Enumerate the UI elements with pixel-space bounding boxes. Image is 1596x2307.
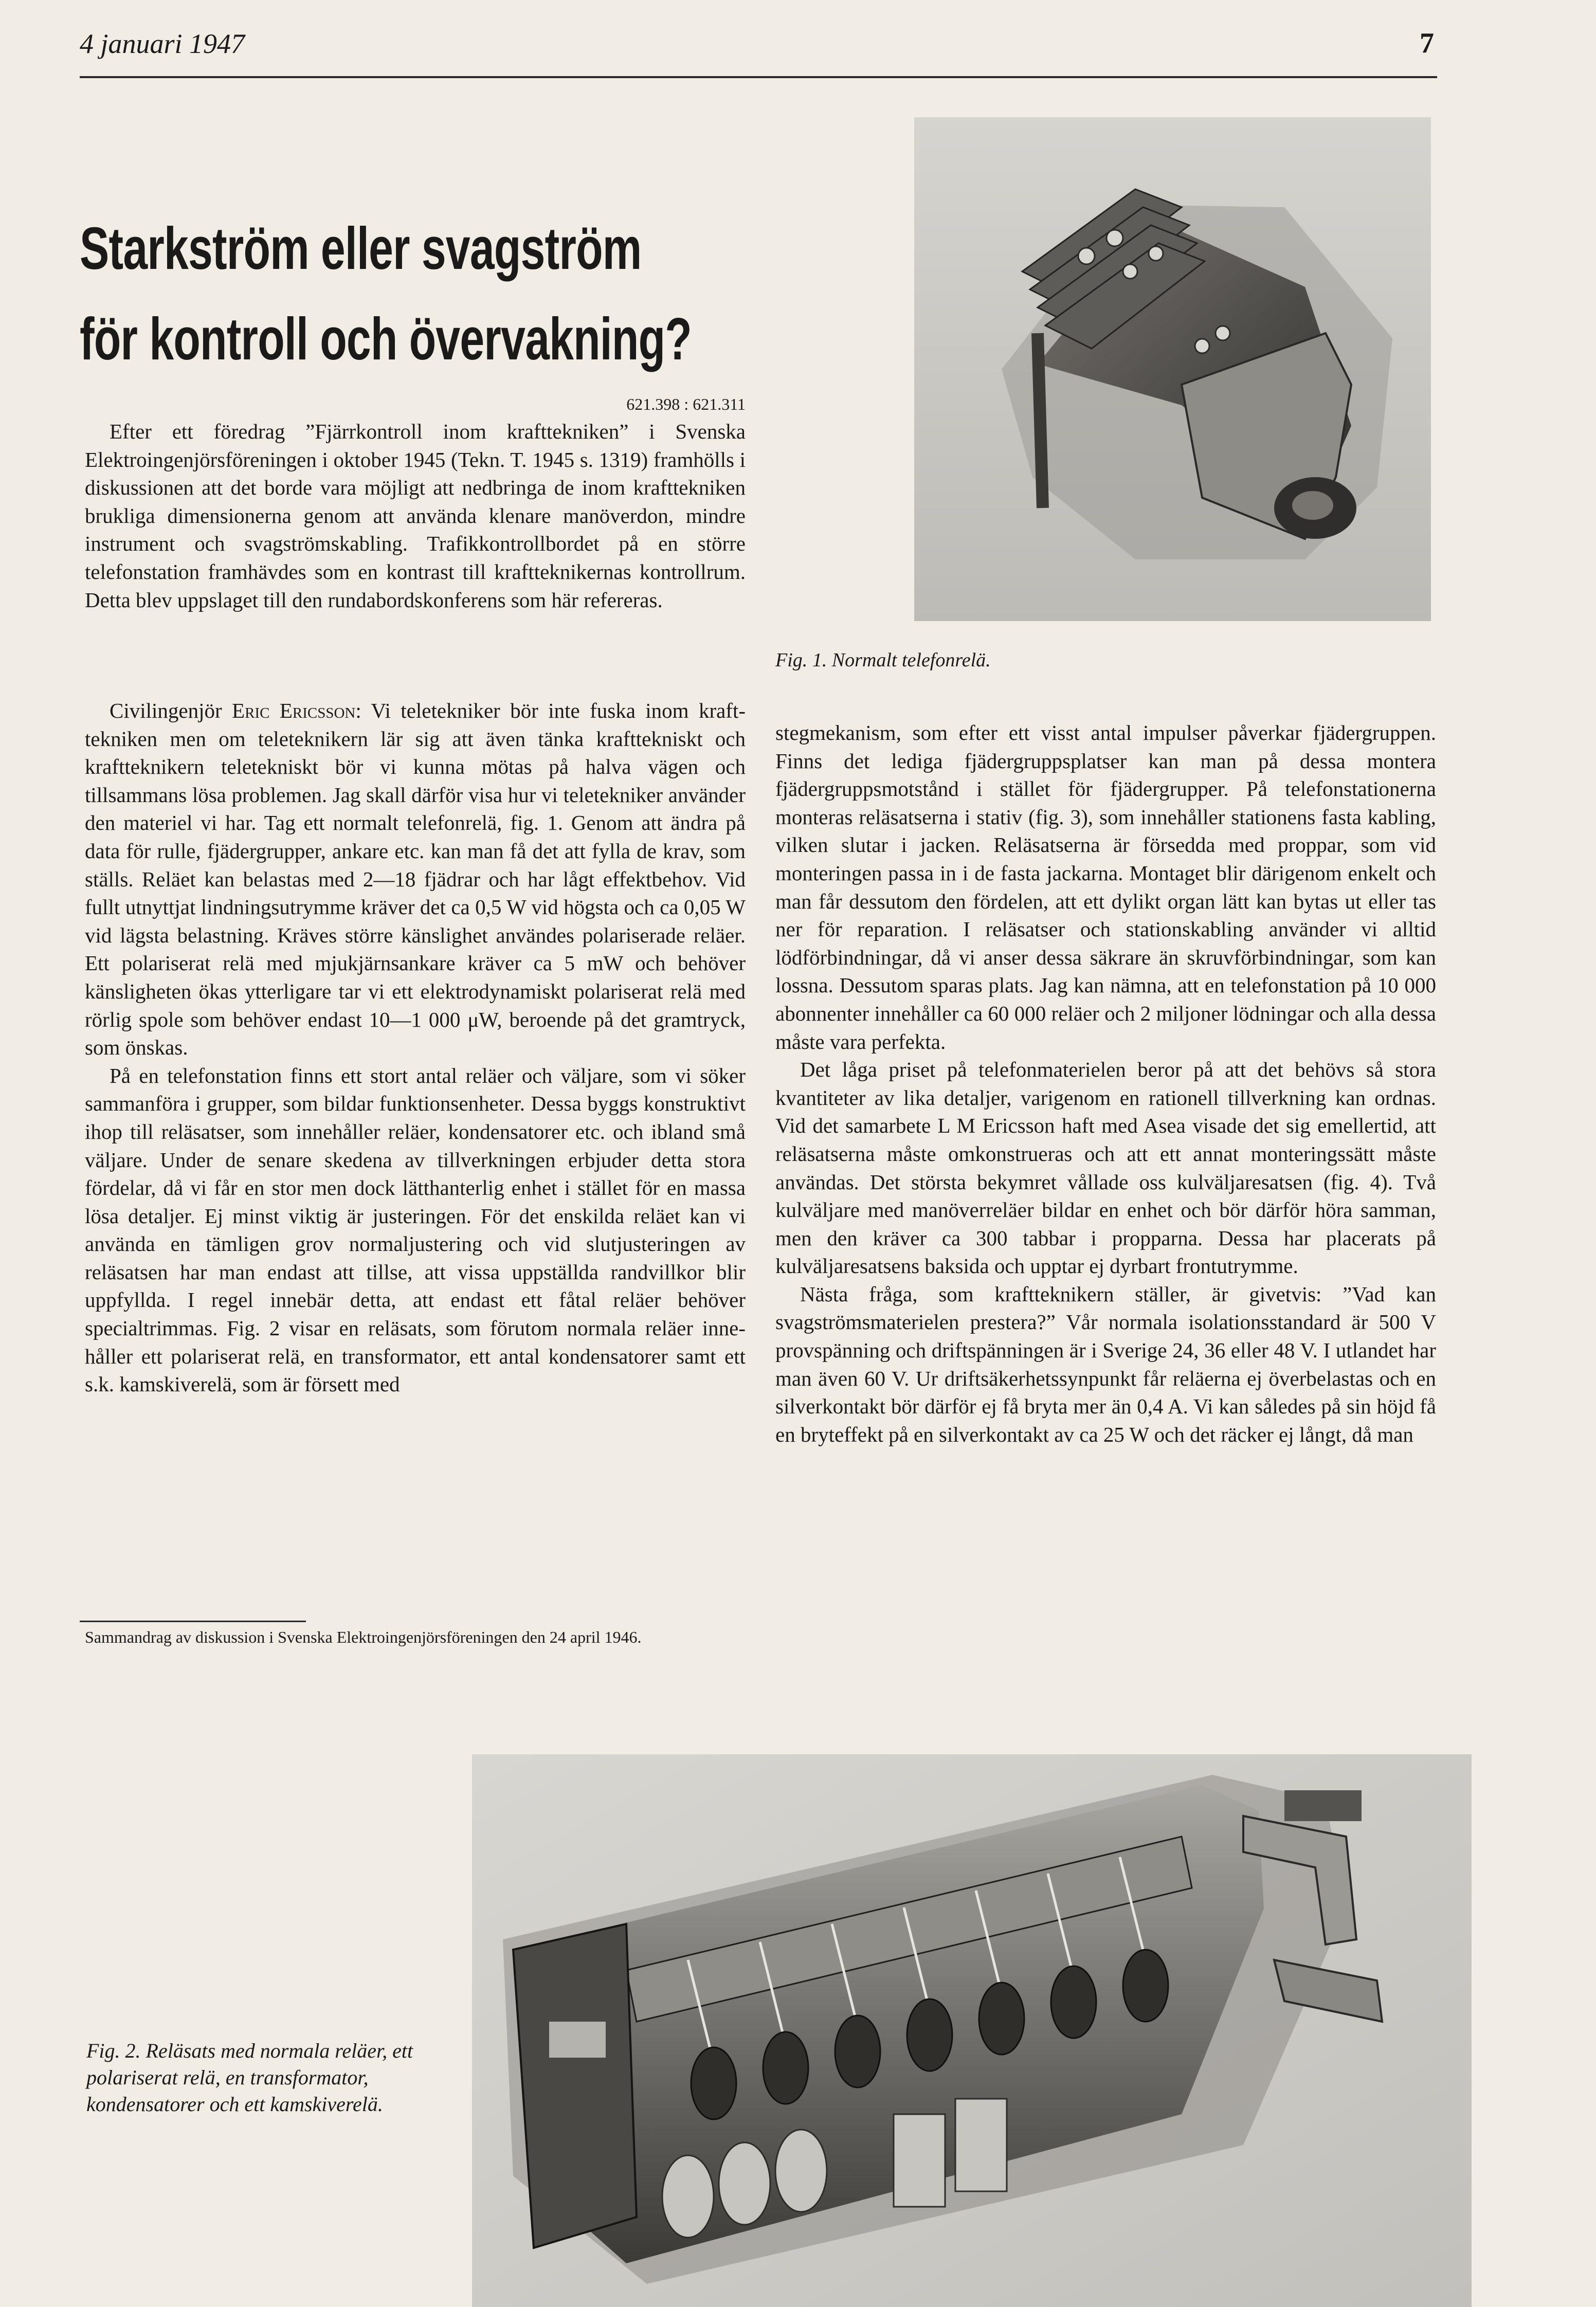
fig2-relay-set-photo (472, 1754, 1472, 2307)
article-title (80, 203, 692, 384)
footnote: Sammandrag av diskussion i Svenska Elektroingenjörsföreningen den 24 april 1946. (85, 1628, 642, 1646)
speaker-title: Civilingenjör (110, 699, 222, 722)
fig1-caption: Fig. 1. Normalt telefonrelä. (775, 649, 991, 671)
fig2-caption: Fig. 2. Reläsats med normala reläer, ett polariserat relä, en transformator, kondensatorer och ett kamskiverelä. (86, 2039, 413, 2116)
running-header (80, 25, 1437, 78)
speaker-name: Eric Ericsson (232, 699, 356, 722)
right-paragraph-2: Det låga priset på telefonmaterielen beror på att det behövs så stora kvantiteter av lika detaljer, varigenom en rationell tillverkning kan ordnas. Vid det samarbete L M Ericsson haft med Asea visade det sig emellertid, att reläsatserna måste omkonstrueras och att ett annat monteringssätt måste användas. Det största bekymret vållade oss kulväljaresatsen (fig. 4). Två kulväljare med manöverreläer bildar en enhet och bör därför höra samman, men den kräver ca 300 tabbar i propparna. Dessa har placerats på kulväljaresatsens baksida och upptar ej dyrbart frontutrymme. (775, 1058, 1436, 1278)
left-column (85, 697, 746, 1398)
right-paragraph-1: stegmekanism, som efter ett visst antal impulser påverkar fjädergruppen. Finns det lediga fjädergruppsplatser kan man på dessa montera fjädergruppsmotstånd i stället för fjädergrupper. På telefonstationerna monteras reläsatserna i stativ (fig. 3), som innehåller stationens fasta kabling, vilken slutar i jacken. Reläsatserna är försedda med proppar, som vid monteringen passa in i de fasta jackarna. Montaget blir därigenom enkelt och man får dessutom den fördelen, att ett dylikt organ lätt kan bytas ut eller tas ner för reparation. I reläsatser och stationskabling använder vi alltid lödförbindningar, då vi anser dessa säkrare än skruvförbindningar, som kan lossna. Dessutom sparas plats. Jag kan nämna, att en telefonstation på 10 000 abonnenter innehåller ca 60 000 reläer och 2 miljoner lödningar och alla dessa måste vara perfekta. (775, 721, 1436, 1053)
footnote-rule (80, 1621, 306, 1622)
left-paragraph-1 (85, 697, 746, 1062)
classification-code: 621.398 : 621.311 (626, 395, 746, 413)
right-paragraph-3: Nästa fråga, som kraftteknikern ställer, är givetvis: ”Vad kan svagströmsmaterielen prestera?” Vår normala isolationsstandard är 500 V provspänning och driftspänningen är i Sverige 24, 36 eller 48 V. I utlandet har man även 60 V. Ur driftsäkerhetssynpunkt får reläerna ej överbelastas och en silverkontakt bör därför ej få bryta mer än 0,4 A. Vi kan således på sin höjd få en bryteffekt på en silverkontakt av ca 25 W och det räcker ej långt, då man (775, 1282, 1436, 1446)
title-line-2: för kontroll och övervakning? (80, 305, 692, 372)
right-column (775, 719, 1436, 1448)
title-line-1: Starkström eller svagström (80, 215, 642, 282)
left-paragraph-1-text: : Vi teletekniker bör inte fuska inom krafttekniken men om teleteknikern lär sig att även tänka krafttekniskt och kraftteknikern teletekniskt bör vi kunna mötas på halva vägen och tillsammans lösa problemen. Jag skall därför visa hur vi teletekniker använder den materiel vi har. Tag ett normalt telefonrelä, fig. 1. Genom att ändra på data för rulle, fjädergrupper, ankare etc. kan man få det att fylla de krav, som ställs. Reläet kan belastas med 2—18 fjädrar och har lågt effektbehov. Vid fullt utnyttjat lindningsutrymme kräver det ca 0,5 W vid högsta och ca 0,05 W vid lägsta belastning. Kräves större känslighet användes polariserade reläer. Ett polariserat relä med mjukjärnsankare kräver ca 5 mW och behöver känsligheten ökas ytterligare tar vi ett elektrodynamiskt polariserat relä med rörlig spole som behöver endast 10—1 000 μW, beroende på det gramtryck, som önskas. (85, 699, 746, 1060)
intro-text: Efter ett föredrag ”Fjärrkontroll inom krafttekniken” i Svenska Elektroingenjörsföreningen i oktober 1945 (Tekn. T. 1945 s. 1319) framhölls i diskussionen att det borde vara möjligt att nedbringa de inom krafttekniken brukliga dimensionerna genom att använda klenare manöverdon, mindre instrument och svagströmskabling. Trafikkontrollbordet på en större telefonstation framhävdes som en kontrast till kraftteknikernas kontrollrum. Detta blev uppslaget till den rundabordskonferens som här refereras. (85, 420, 746, 612)
fig1-relay-photo (914, 117, 1431, 621)
left-paragraph-2: På en telefonstation finns ett stort antal reläer och väljare, som vi söker sammanföra i grupper, som bildar funktionsenheter. Dessa byggs konstruktivt ihop till reläsatser, som innehåller reläer, kondensatorer etc. och ibland små väljare. Under de senare skedena av tillverkningen erbjuder detta stora fördelar, då vi får en stor men dock lätthanterlig enhet i stället för en massa lösa detaljer. Ej minst viktig är justeringen. För det enskilda reläet kan vi använda en tämligen grov normaljustering och vid slutjusteringen av reläsatsen har man endast att tillse, att vissa uppställda randvillkor blir uppfyllda. I regel innebär detta, att endast ett fåtal reläer behöver specialtrimmas. Fig. 2 visar en reläsats, som förutom normala reläer innehåller ett polariserat relä, en transformator, ett antal kondensatorer samt ett s.k. kamskiverelä, som är försett med (85, 1063, 746, 1396)
page-number: 7 (1420, 27, 1434, 59)
intro-paragraph (85, 417, 746, 614)
header-date: 4 januari 1947 (80, 28, 245, 59)
